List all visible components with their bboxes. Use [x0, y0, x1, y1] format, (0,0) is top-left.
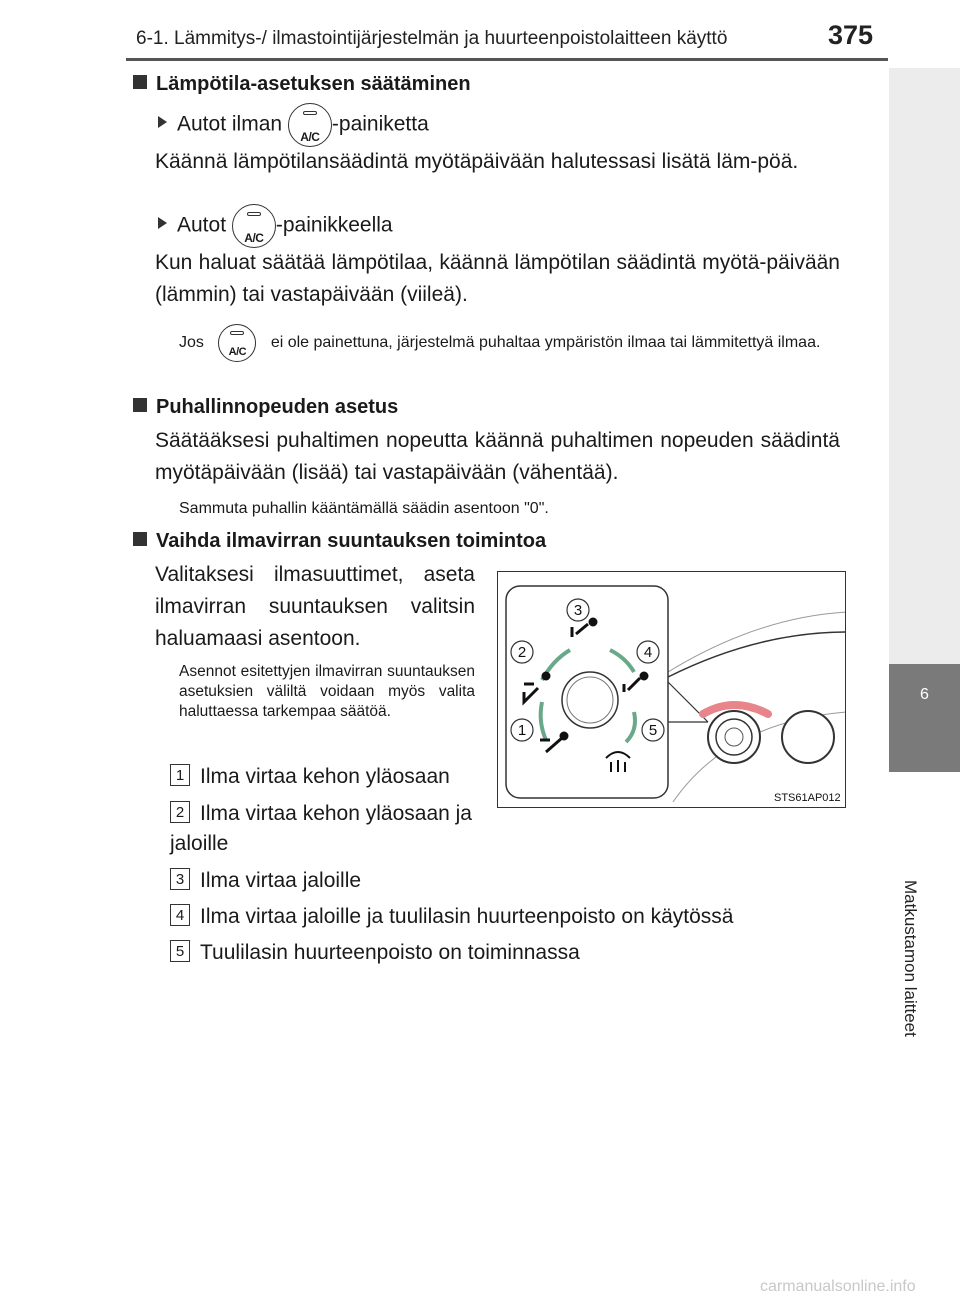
airflow-diagram	[498, 572, 846, 808]
airflow-selector-illustration	[497, 571, 846, 808]
selector-knob	[562, 672, 618, 728]
paragraph-temp-with-ac: Kun haluat säätää lämpötilaa, käännä lämpötilan säädintä myötä-päivään (lämmin) tai vastapäivään (viileä).	[155, 251, 840, 306]
list-item: 1 Ilma virtaa kehon yläosaan	[170, 762, 450, 792]
figure-code: STS61AP012	[774, 792, 841, 804]
section-bullet-icon	[133, 398, 147, 412]
chapter-tab	[889, 664, 960, 772]
list-item: 2 Ilma virtaa kehon yläosaan ja jaloille	[170, 802, 472, 855]
list-item: 5 Tuulilasin huurteenpoisto on toiminnassa	[170, 938, 580, 968]
header-rule	[126, 58, 888, 61]
dash-knob-right	[782, 711, 834, 763]
list-item: 4 Ilma virtaa jaloille ja tuulilasin huurteenpoisto on käytössä	[170, 902, 733, 932]
subheading-without-ac: Autot ilman A/C -painiketta	[158, 103, 429, 147]
note-ac-not-pressed: Jos A/C ei ole painettuna, järjestelmä puhaltaa ympäristön ilmaa tai lämmitettyä ilmaa.	[179, 324, 840, 362]
marker-1: 1	[517, 722, 527, 739]
chapter-number: 6	[920, 686, 929, 703]
section-bullet-icon	[133, 532, 147, 546]
marker-4: 4	[643, 644, 653, 661]
paragraph-fan: Säätääksesi puhaltimen nopeutta käännä puhaltimen nopeuden säädintä myötäpäivään (lisää) tai vastapäivään (vähentää).	[155, 429, 840, 484]
triangle-bullet-icon	[158, 116, 167, 128]
chapter-label: Matkustamon laitteet	[901, 880, 920, 1037]
section-bullet-icon	[133, 75, 147, 89]
ac-button-icon: A/C	[218, 324, 256, 362]
note-fan-off: Sammuta puhallin kääntämällä säädin asentoon "0".	[179, 500, 549, 517]
paragraph-airflow: Valitaksesi ilmasuuttimet, aseta ilmavirran suuntauksen valitsin haluamaasi asentoon.	[155, 563, 475, 650]
ac-button-icon: A/C	[232, 204, 276, 248]
list-item: 3 Ilma virtaa jaloille	[170, 866, 361, 896]
paragraph-temp-no-ac: Käännä lämpötilansäädintä myötäpäivään halutessasi lisätä läm-pöä.	[155, 150, 799, 173]
section-heading-fan: Puhallinnopeuden asetus	[133, 396, 398, 419]
page-number: 375	[828, 20, 874, 50]
marker-2: 2	[517, 644, 527, 661]
watermark: carmanualsonline.info	[760, 1278, 916, 1295]
side-tab-background	[889, 68, 960, 664]
section-heading-airflow: Vaihda ilmavirran suuntauksen toimintoa	[133, 530, 546, 553]
section-heading-temperature: Lämpötila-asetuksen säätäminen	[133, 73, 471, 96]
marker-3: 3	[573, 602, 583, 619]
triangle-bullet-icon	[158, 217, 167, 229]
page-header-title: 6-1. Lämmitys-/ ilmastointijärjestelmän ja huurteenpoistolaitteen käyttö	[136, 28, 728, 49]
subheading-with-ac: Autot A/C -painikkeella	[158, 204, 393, 248]
note-airflow: Asennot esitettyjen ilmavirran suuntauksen asetuksien väliltä voidaan myös valita haluttaessa tarkempaa säätöä.	[179, 663, 475, 720]
marker-5: 5	[648, 722, 658, 739]
ac-button-icon: A/C	[288, 103, 332, 147]
